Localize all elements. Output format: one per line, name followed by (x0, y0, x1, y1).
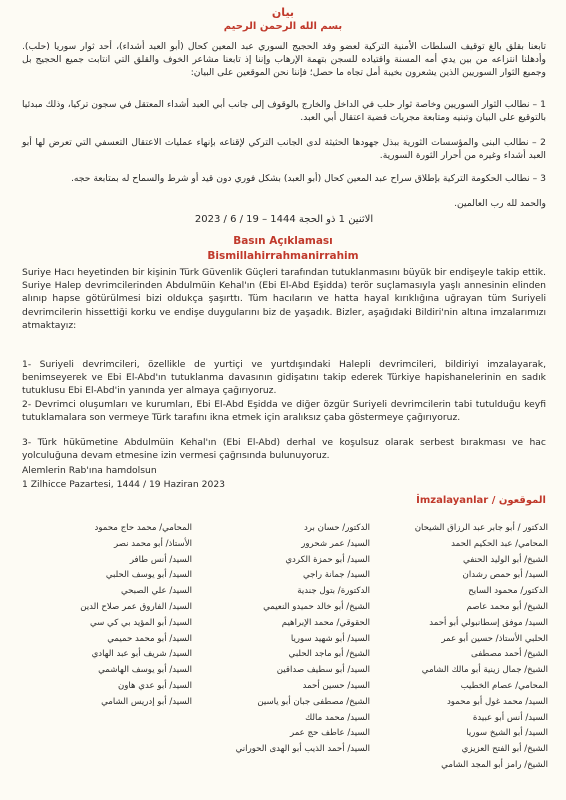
signatory: السيد/ علي الصبحي (120, 586, 192, 597)
signatory: السيد/ محمد مالك (305, 712, 370, 723)
arabic-basmala: بسم الله الرحمن الرحيم (223, 21, 343, 32)
signatory: السيد/ جمانة راجي (302, 570, 370, 581)
signatory: السيد/ أبو المؤيد بي كي سي (89, 617, 192, 628)
signatory: الشيخ/ أبو الوليد الحنفي (463, 554, 548, 565)
arabic-point-1: 1 – نطالب الثوار السوريين وخاصة ثوار حلب في الداخل والخارج بالوقوف إلى جانب أبي العبد أشداء المعتقل في سجون تركيا، وذلك مبدئيا بالتوقيع على البيان وتبنيه ومتابعة مجريات قضية اعتقال أبي العبد. (22, 99, 546, 124)
signatory: الأستاذ/ أبو محمد نصر (113, 538, 192, 549)
signatory: السيد/ الفاروق عمر صلاح الدين (80, 601, 192, 612)
turkish-intro: Suriye Hacı heyetinden bir kişinin Türk Güvenlik Güçleri tarafından tutuklanmasını büyük bir endişeyle takip ettik. Suriye Halep devrimcilerinden Abdulmüin Kehal'ın (Ebi El-Abd Eşidda) terör suçlamasıyla yaşlı annesinin elinden alınıp hapse götürülmesi bizi oldukça şaşırttı. Tüm hacıların ve hatta hayal kırıklığına uğrayan tüm Suriyeli devrimcilerin hissettiği korku ve endişe duygularını biz de yaşadık. Bizler, aşağıdaki Bildiri'nin altına imzalarımızı atmaktayız: (22, 267, 546, 331)
turkish-basmala: Bismillahirrahmanirrahim (207, 250, 359, 262)
signatory: المحامي/ محمد حاج محمود (94, 523, 192, 533)
signatories-heading: الموقعون / İmzalayanlar (416, 495, 546, 506)
arabic-point-3: 3 – نطالب الحكومة التركية بإطلاق سراح عبد المعين كحال (أبو العبد) بشكل فوري دون قيد أو شرط والسماح له بمتابعة حجه. (71, 173, 546, 184)
turkish-closing: Alemlerin Rab'ına hamdolsun (22, 465, 157, 476)
turkish-point-3: 3- Türk hükümetine Abdulmüin Kehal'ın (Ebi El-Abd) derhal ve koşulsuz olarak serbest bırakması ve hac yolculuğuna devam etmesine izin vermesi çağrısında bulunuyoruz. (22, 437, 546, 462)
arabic-heading: بيان (271, 6, 295, 19)
signatory: السيد/ محمد غول أبو محمود (446, 696, 548, 707)
signatory: السيد/ عمر شحرور (301, 538, 370, 549)
signatory: السيد/ أبو يوسف الحلبي (105, 570, 192, 581)
arabic-intro: تابعنا بقلق بالغ توقيف السلطات الأمنية التركية لعضو وفد الحجيج السوري عبد المعين كحال (أبو العبد أشداء)، أحد ثوار سوريا (حلب). وأدهلنا انتزاعه من بين يدي أمه المسنة واقتياده للسجن بتهمة الإرهاب وإننا إذ تابعنا مشاعر الخوف والقلق التي انتابت جميع الحجيج بل وجميع الثوار السوريين الذين يشعرون بخيبة أمل تجاه ما حصل؛ فإننا نحن الموقعين على البيان: (22, 41, 546, 79)
turkish-heading: Basın Açıklaması (233, 235, 333, 247)
signatory: السيد/ أبو سطيف صداقين (276, 665, 370, 676)
signatory: السيد/ أبو عدي هاون (117, 680, 192, 691)
signatory: الدكتور / أبو جابر عبد الرزاق الشيحان (414, 523, 548, 533)
signatory: السيد/ أبو محمد حميمي (107, 633, 192, 644)
signatory: السيد/ أبو حمزة الكردي (285, 554, 370, 565)
signatory: الشيخ/ أحمد مصطفى (471, 649, 548, 660)
signatory: الشيخ/ أبو خالد حميدو النعيمي (263, 601, 370, 612)
arabic-closing: والحمد لله رب العالمين. (454, 198, 546, 209)
signatory: السيد/ أبو يوسف الهاشمي (98, 665, 192, 676)
arabic-point-2: 2 – نطالب البنى والمؤسسات الثورية ببذل جهودها الحثيثة لدى الجانب التركي لإقناعه بإنهاء عمليات الاعتقال التعسفي التي تعرض لها أبو العبد أشداء وغيره من أحرار الثورة السورية. (22, 137, 546, 162)
signatory: الدكتور/ محمود السايح (468, 586, 548, 597)
signatory: السيد/ أبو شهيد سوريا (290, 633, 370, 644)
signatory: الشيخ/ أبو محمد عاصم (466, 601, 548, 612)
turkish-point-1: 1- Suriyeli devrimcileri, özellikle de yurtiçi ve yurtdışındaki Halepli devrimcileri, bildiriyi imzalayarak, benimseyerek ve Ebi El-Abd'ın tutuklanma davasının gidişatını takip ederek Türkiye hapishanelerinin en sadık tutuklusu Ebi El-Abd'in yanında yer almaya çağırıyoruz. (22, 359, 546, 397)
signatory: الحقوقي/ محمد الإبراهيم (281, 617, 370, 628)
signatory: المحامي/ عصام الخطيب (460, 680, 548, 691)
signatory: الدكتورة/ بتول جندية (297, 586, 370, 597)
signatory: السيد/ حسين أحمد (302, 680, 370, 691)
signatory: الشيخ/ جمال زينية أبو مالك الشامي (421, 665, 548, 676)
signatory: السيد/ أبو حمص رشدان (462, 570, 548, 581)
signatory: السيد/ أنس طافر (129, 554, 192, 565)
signatory: الحلبي الأستاذ/ حسين أبو عمر (441, 633, 548, 644)
signatory: السيد/ أنس أبو عبيدة (472, 712, 548, 723)
signatory: الشيخ/ أبو ماجد الحلبي (288, 649, 370, 660)
turkish-point-2: 2- Devrimci oluşumları ve kurumları, Ebi El-Abd Eşidda ve diğer özgür Suriyeli devrimcilerin tabi tutulduğu keyfi tutuklamalara son vermeye Türk tarafını ikna etmek için aralıksız çaba göstermeye çağırıyoruz. (22, 399, 546, 424)
signatory: الدكتور/ حسان برد (303, 523, 370, 533)
signatories-column-left (32, 521, 192, 711)
signatory: السيد/ موفق إسطانبولي أبو أحمد (429, 617, 548, 628)
signatory: الشيخ/ مصطفى جبان أبو ياسين (257, 696, 370, 707)
signatory: الشيخ/ أبو الفتح العزيزي (461, 744, 548, 755)
signatories-column-middle (210, 521, 370, 758)
signatory: الشيخ/ رامز أبو المجد الشامي (441, 759, 548, 770)
signatory: السيد/ أبو إدريس الشامي (101, 696, 192, 707)
signatories-column-right (388, 521, 548, 774)
signatory: المحامي/ عبد الحكيم الحمد (451, 538, 548, 549)
signatory: السيد/ أحمد الذيب أبو الهدى الحوراني (235, 744, 370, 755)
signatory: السيد/ أبو الشيخ سوريا (466, 728, 548, 739)
signatory: السيد/ عاطف حج عمر (289, 728, 370, 739)
turkish-date: 1 Zilhicce Pazartesi, 1444 / 19 Haziran 2023 (22, 479, 226, 490)
signatory: السيد/ شريف أبو عبد الهادي (91, 649, 192, 660)
arabic-date: الاثنين 1 ذو الحجة 1444 – 19 / 6 / 2023 (194, 214, 374, 225)
